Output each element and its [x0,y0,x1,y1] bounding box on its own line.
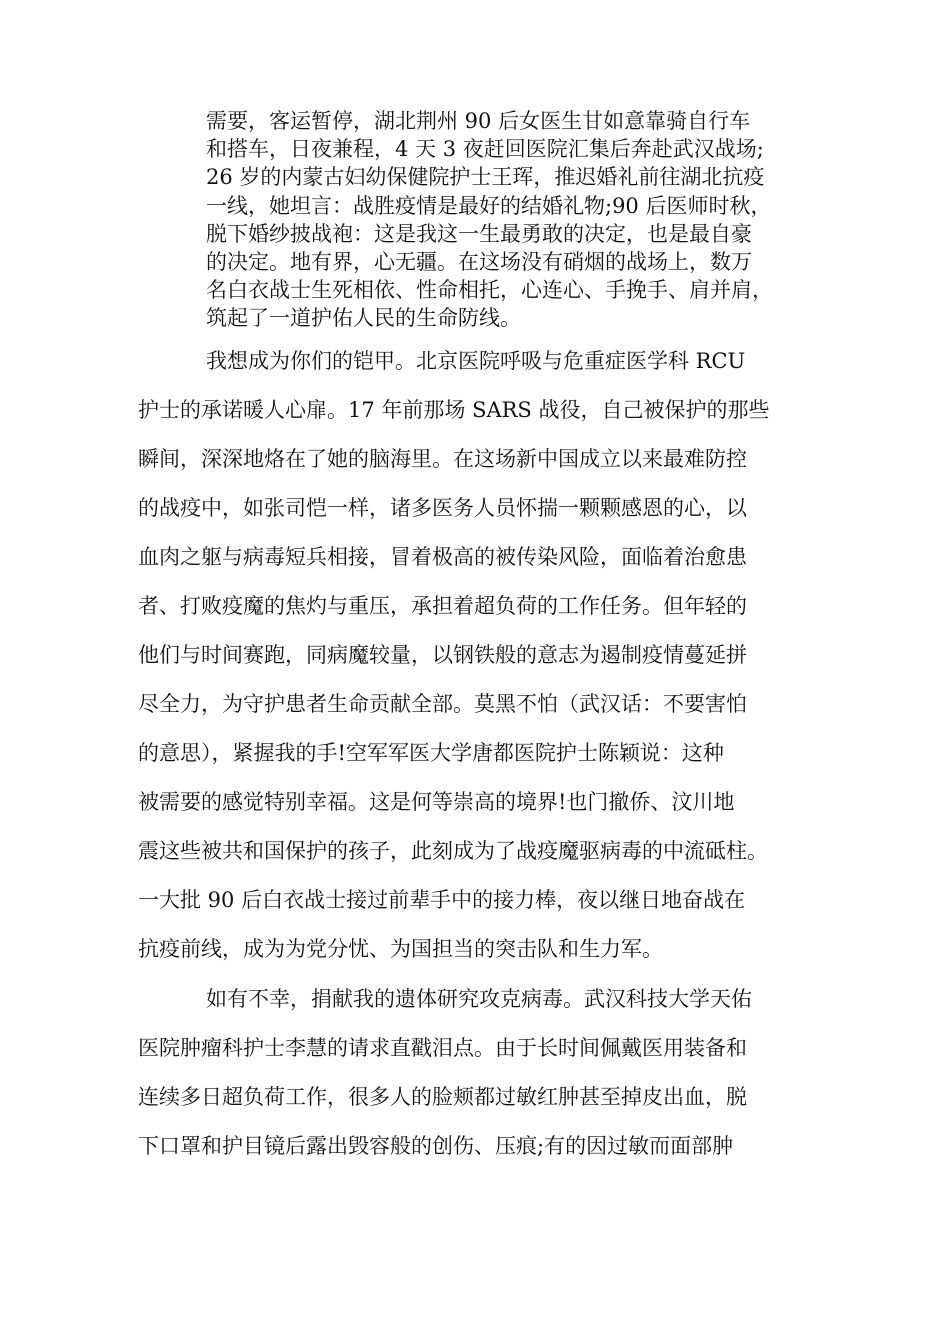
text-line: 需要，客运暂停，湖北荆州 90 后女医生甘如意靠骑自行车 [206,109,751,133]
text-line: 脱下婚纱披战袍：这是我这一生最勇敢的决定，也是最自豪 [206,222,752,246]
text-line: 和搭车，日夜兼程，4 天 3 夜赶回医院汇集后奔赴武汉战场; [206,137,764,161]
text-line: 的决定。地有界，心无疆。在这场没有硝烟的战场上，数万 [206,250,752,274]
text-line: 名白衣战士生死相依、性命相托，心连心、手挽手、肩并肩， [206,278,773,302]
text-line: 血肉之躯与病毒短兵相接，冒着极高的被传染风险，面临着治愈患 [138,545,747,569]
text-line: 的战疫中，如张司恺一样，诸多医务人员怀揣一颗颗感恩的心，以 [138,496,747,520]
text-line: 筑起了一道护佑人民的生命防线。 [206,306,521,330]
text-line: 一线，她坦言：战胜疫情是最好的结婚礼物;90 后医师时秋， [206,194,772,218]
text-line: 如有不幸，捐献我的遗体研究攻克病毒。武汉科技大学天佑 [206,987,752,1011]
text-line: 的意思），紧握我的手!空军军医大学唐都医院护士陈颖说：这种 [138,741,724,765]
text-line: 一大批 90 后白衣战士接过前辈手中的接力棒，夜以继日地奋战在 [138,888,746,912]
text-line: 医院肿瘤科护士李慧的请求直戳泪点。由于长时间佩戴医用装备和 [138,1036,747,1060]
text-line: 者、打败疫魔的焦灼与重压，承担着超负荷的工作任务。但年轻的 [138,594,747,618]
text-line: 震这些被共和国保护的孩子，此刻成为了战疫魔驱病毒的中流砥柱。 [138,839,768,863]
text-line: 抗疫前线，成为为党分忧、为国担当的突击队和生力军。 [138,937,663,961]
text-line: 26 岁的内蒙古妇幼保健院护士王珲，推迟婚礼前往湖北抗疫 [206,165,765,189]
text-line: 护士的承诺暖人心扉。17 年前那场 SARS 战役，自己被保护的那些 [138,398,770,422]
text-line: 连续多日超负荷工作，很多人的脸颊都过敏红肿甚至掉皮出血，脱 [138,1085,747,1109]
text-line: 尽全力，为守护患者生命贡献全部。莫黑不怕（武汉话：不要害怕 [138,692,747,716]
text-line: 被需要的感觉特别幸福。这是何等崇高的境界!也门撤侨、汶川地 [138,790,735,814]
text-line: 他们与时间赛跑，同病魔较量，以钢铁般的意志为遏制疫情蔓延拼 [138,643,747,667]
text-line: 瞬间，深深地烙在了她的脑海里。在这场新中国成立以来最难防控 [138,447,747,471]
text-line: 我想成为你们的铠甲。北京医院呼吸与危重症医学科 RCU [206,349,746,373]
text-line: 下口罩和护目镜后露出毁容般的创伤、压痕;有的因过敏而面部肿 [138,1134,734,1158]
